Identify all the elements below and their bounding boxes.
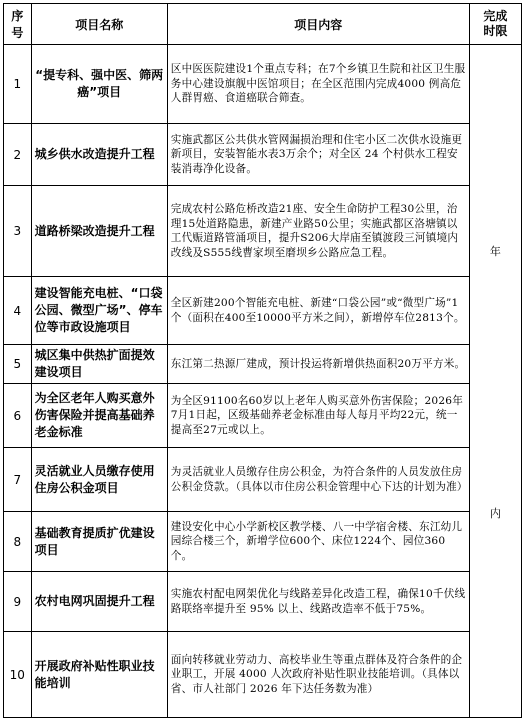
- header-time: 完成 时限: [469, 4, 521, 45]
- project-name: 建设智能充电桩、“口袋公园、微型广场”、停车位等市政设施项目: [31, 277, 167, 345]
- project-table: [3, 3, 522, 718]
- table-row: [4, 345, 522, 384]
- project-content: 为灵活就业人员缴存住房公积金，为符合条件的人员发放住房公积金贷款。（具体以市住房公积金管理中心下达的计划为准）: [167, 448, 469, 512]
- table-row: [4, 45, 522, 124]
- project-name: 开展政府补贴性职业技能培训: [31, 632, 167, 718]
- header-content: 项目内容: [167, 4, 469, 45]
- table-row: [4, 277, 522, 345]
- row-number: 2: [4, 124, 32, 186]
- project-content: 区中医医院建设1个重点专科；在7个乡镇卫生院和社区卫生服务中心建设旗舰中医馆项目；在全区范围内完成4000 例高危人群胃癌、食道癌联合筛查。: [167, 45, 469, 124]
- project-name: 为全区老年人购买意外伤害保险并提高基础养老金标准: [31, 384, 167, 448]
- project-content: 实施武都区公共供水管网漏损治理和住宅小区二次供水设施更新项目，安装智能水表3万余个；对全区 24 个村供水工程安装消毒净化设备。: [167, 124, 469, 186]
- project-name: “提专科、强中医、筛两癌”项目: [31, 45, 167, 124]
- project-content: 完成农村公路危桥改造21座、安全生命防护工程30公里，治理15处道路隐患，新建产业路50公里；实施武都区洛塘镇以工代赈道路管涌项目，提升S206大岸庙至镇渡段三河镇境内改线及S555线曹家坝至磨坝乡公路应急工程。: [167, 186, 469, 277]
- row-number: 7: [4, 448, 32, 512]
- project-content: 面向转移就业劳动力、高校毕业生等重点群体及符合条件的企业职工，开展 4000 人次政府补贴性职业技能培训。（具体以省、市人社部门 2026 年下达任务数为准）: [167, 632, 469, 718]
- project-name: 道路桥梁改造提升工程: [31, 186, 167, 277]
- project-name: 农村电网巩固提升工程: [31, 572, 167, 632]
- row-number: 4: [4, 277, 32, 345]
- table-row: [4, 124, 522, 186]
- project-content: 实施农村配电网架优化与线路差异化改造工程，确保10千伏线路联络率提升至 95% 以上、线路改造率不低于75%。: [167, 572, 469, 632]
- table-row: [4, 572, 522, 632]
- row-number: 1: [4, 45, 32, 124]
- row-number: 10: [4, 632, 32, 718]
- time-char-year: 年: [489, 245, 501, 258]
- table-header-row: [4, 4, 522, 45]
- project-content: 东江第二热源厂建成，预计投运将新增供热面积20万平方米。: [167, 345, 469, 384]
- table-row: [4, 384, 522, 448]
- table-row: [4, 448, 522, 512]
- header-no: 序号: [4, 4, 32, 45]
- table-row: [4, 186, 522, 277]
- header-name: 项目名称: [31, 4, 167, 45]
- project-table-wrapper: [3, 3, 522, 718]
- completion-time-cell: [469, 45, 521, 718]
- project-name: 城乡供水改造提升工程: [31, 124, 167, 186]
- project-content: 为全区91100名60岁以上老年人购买意外伤害保险；2026年7月1日起，区级基础养老金标准由每人每月平均22元，统一提高至27元或以上。: [167, 384, 469, 448]
- project-name: 城区集中供热扩面提效建设项目: [31, 345, 167, 384]
- project-content: 建设安化中心小学新校区教学楼、八一中学宿舍楼、东江幼儿园综合楼三个，新增学位600个、床位1224个、园位360个。: [167, 512, 469, 572]
- table-row: [4, 512, 522, 572]
- project-name: 基础教育提质扩优建设项目: [31, 512, 167, 572]
- row-number: 6: [4, 384, 32, 448]
- row-number: 3: [4, 186, 32, 277]
- row-number: 8: [4, 512, 32, 572]
- table-row: [4, 632, 522, 718]
- row-number: 5: [4, 345, 32, 384]
- project-content: 全区新建200个智能充电桩、新建“口袋公园”或“微型广场”1个（面积在400至10000平方米之间），新增停车位2813个。: [167, 277, 469, 345]
- row-number: 9: [4, 572, 32, 632]
- time-char-within: 内: [489, 507, 501, 520]
- project-name: 灵活就业人员缴存使用住房公积金项目: [31, 448, 167, 512]
